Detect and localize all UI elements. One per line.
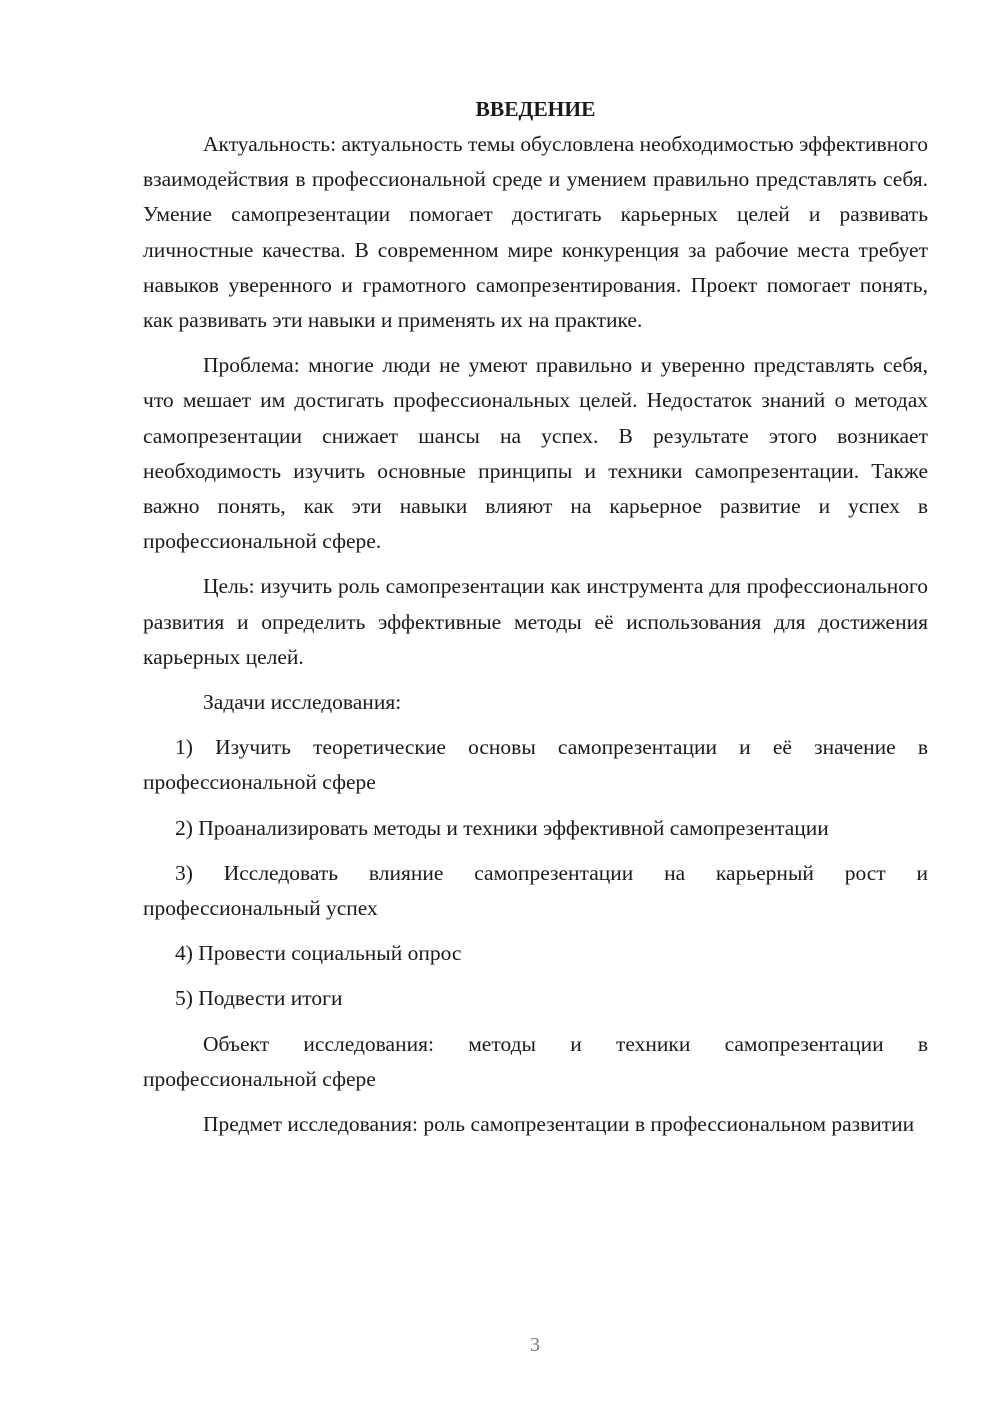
list-item: 4) Провести социальный опрос	[175, 941, 462, 966]
subject-paragraph: Предмет исследования: роль самопрезентации в профессиональном развитии	[203, 1112, 915, 1137]
list-item: 5) Подвести итоги	[175, 986, 343, 1011]
list-item: 1) Изучить теоретические основы самопрезентации и её значение в профессиональной сфере	[143, 735, 928, 795]
list-item: 2) Проанализировать методы и техники эффективной самопрезентации	[175, 815, 829, 840]
problem-paragraph: Проблема: многие люди не умеют правильно и уверенно представлять себя, что мешает им достигать профессиональных целей. Недостаток знаний о методах самопрезентации снижает шансы на успех. В результате этого возникает необходимость изучить основные принципы и техники самопрезентации. Также важно понять, как эти навыки влияют на карьерное развитие и успех в профессиональной сфере.	[143, 353, 928, 554]
tasks-list	[143, 730, 928, 1016]
object-paragraph: Объект исследования: методы и техники самопрезентации в профессиональной сфере	[143, 1031, 928, 1091]
page-content	[143, 92, 928, 1142]
tasks-heading: Задачи исследования:	[203, 690, 402, 715]
section-title: ВВЕДЕНИЕ	[475, 97, 596, 121]
page-number: 3	[530, 1334, 540, 1356]
relevance-paragraph: Актуальность: актуальность темы обусловлена необходимостью эффективного взаимодействия в профессиональной среде и умением правильно представлять себя. Умение самопрезентации помогает достигать карьерных целей и развивать личностные качества. В современном мире конкуренция за рабочие места требует навыков уверенного и грамотного самопрезентирования. Проект помогает понять, как развивать эти навыки и применять их на практике.	[143, 132, 928, 333]
list-item: 3) Исследовать влияние самопрезентации на карьерный рост и профессиональный успех	[143, 860, 928, 921]
goal-paragraph: Цель: изучить роль самопрезентации как инструмента для профессионального развития и определить эффективные методы её использования для достижения карьерных целей.	[143, 574, 928, 669]
